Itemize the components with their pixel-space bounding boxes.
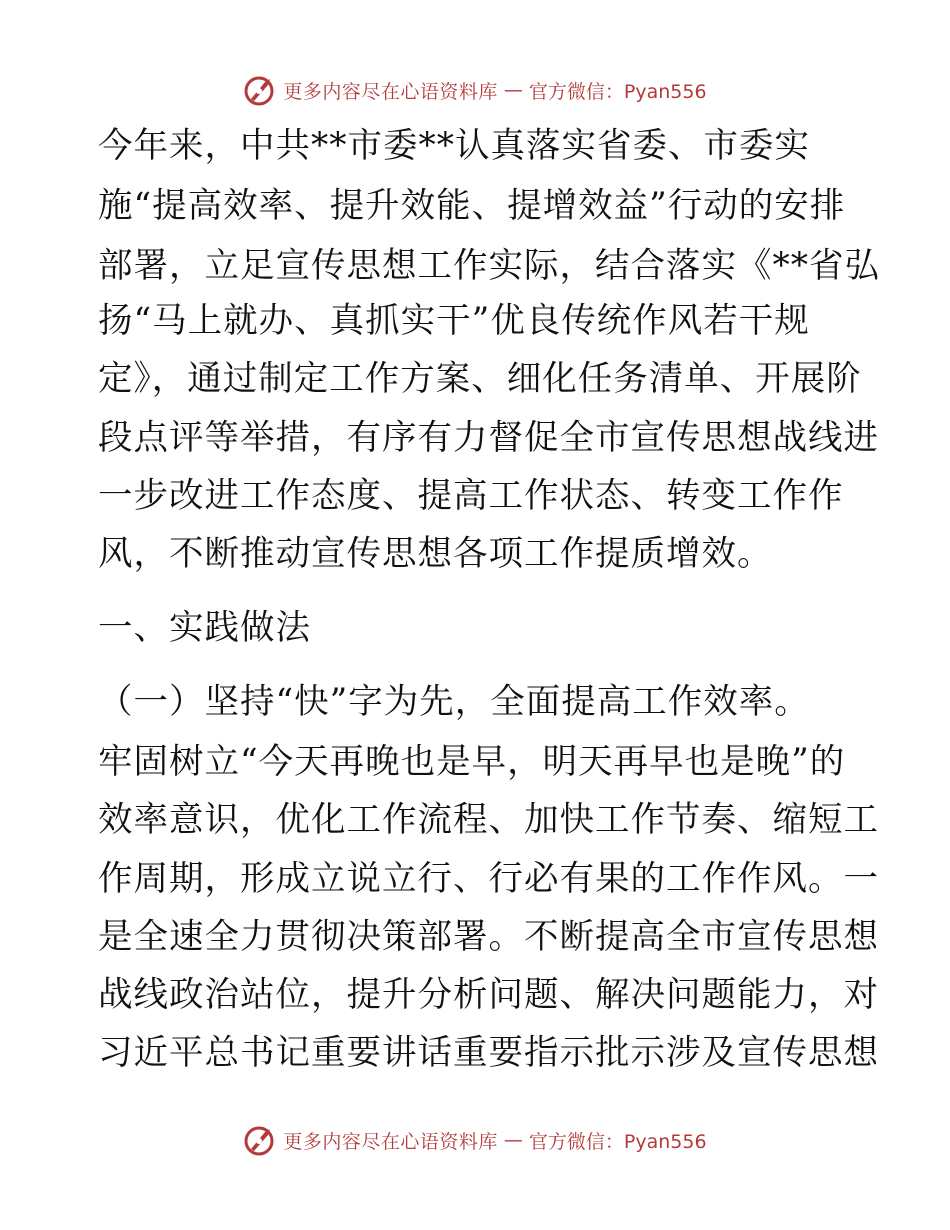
body-line: 效率意识，优化工作流程、加快工作节奏、缩短工	[98, 800, 879, 840]
body-line: 施“提高效率、提升效能、提增效益”行动的安排	[98, 186, 846, 226]
body-line: 风，不断推动宣传思想各项工作提质增效。	[98, 534, 773, 574]
watermark-contact: 官方微信：Pyan556	[528, 1130, 707, 1153]
body-line: 今年来，中共**市委**认真落实省委、市委实	[98, 126, 810, 166]
watermark-brand: 更多内容尽在心语资料库	[283, 80, 498, 103]
watermark-contact: 官方微信：Pyan556	[528, 80, 707, 103]
pen-logo-icon	[243, 1123, 277, 1157]
body-line: 定》，通过制定工作方案、细化任务清单、开展阶	[98, 359, 862, 399]
watermark-separator: —	[503, 1129, 523, 1151]
body-line: 战线政治站位，提升分析问题、解决问题能力，对	[98, 975, 879, 1015]
section-heading: 一、实践做法	[98, 608, 311, 648]
body-line: 扬“马上就办、真抓实干”优良传统作风若干规	[98, 301, 810, 341]
body-line: 部署，立足宣传思想工作实际，结合落实《**省弘	[98, 246, 880, 286]
body-line: 作周期，形成立说立行、行必有果的工作作风。一	[98, 859, 879, 899]
body-line: 段点评等举措，有序有力督促全市宣传思想战线进	[98, 418, 879, 458]
body-line: 牢固树立“今天再晚也是早，明天再早也是晚”的	[98, 742, 846, 782]
body-line: 是全速全力贯彻决策部署。不断提高全市宣传思想	[98, 917, 879, 957]
footer-watermark	[0, 1120, 950, 1160]
body-line: 一步改进工作态度、提高工作状态、转变工作作	[98, 476, 844, 516]
header-watermark	[0, 70, 950, 110]
subsection-heading: （一）坚持“快”字为先，全面提高工作效率。	[98, 682, 810, 722]
body-line: 习近平总书记重要讲话重要指示批示涉及宣传思想	[98, 1033, 879, 1073]
pen-logo-icon	[243, 73, 277, 107]
watermark-separator: —	[503, 79, 523, 101]
watermark-brand: 更多内容尽在心语资料库	[283, 1130, 498, 1153]
